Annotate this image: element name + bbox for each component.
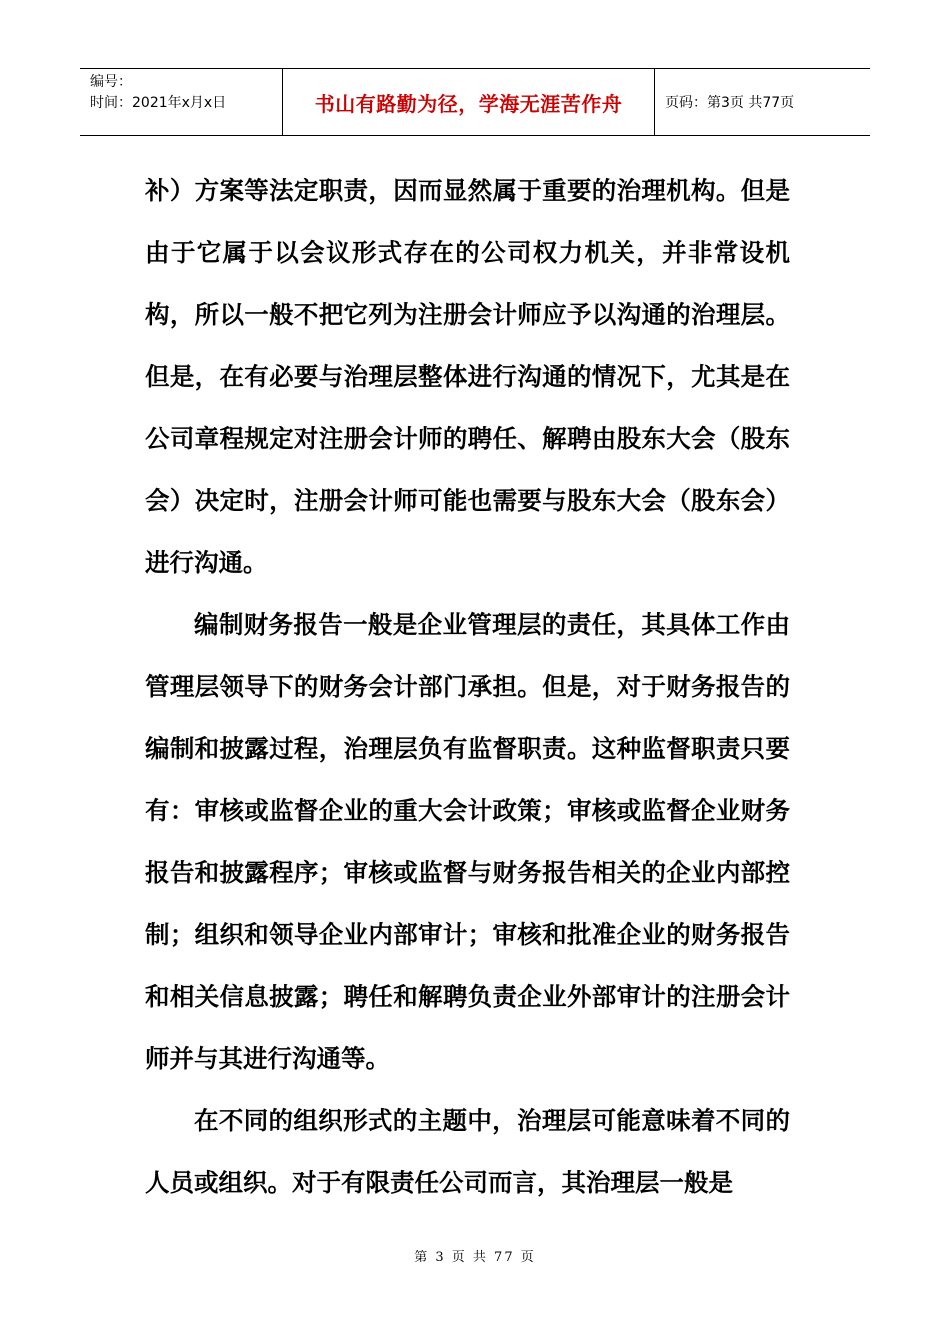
paragraph-3: 在不同的组织形式的主题中，治理层可能意味着不同的人员或组织。对于有限责任公司而言，其治理层一般是 (145, 1106, 790, 1197)
code-label: 编号： (90, 74, 132, 90)
page-header (80, 68, 870, 136)
document-body (145, 160, 790, 1214)
header-motto: 书山有路勤为径，学海无涯苦作舟 (282, 69, 655, 135)
page-footer: 第 3 页 共 77 页 (414, 1250, 536, 1265)
time-label: 时间：2021年x月x日 (90, 95, 227, 111)
paragraph-1: 补）方案等法定职责，因而显然属于重要的治理机构。但是由于它属于以会议形式存在的公司权力机关，并非常设机构，所以一般不把它列为注册会计师应予以沟通的治理层。但是，在有必要与治理层整体进行沟通的情况下，尤其是在公司章程规定对注册会计师的聘任、解聘由股东大会（股东会）决定时，注册会计师可能也需要与股东大会（股东会）进行沟通。 (145, 176, 790, 577)
header-meta (80, 69, 282, 135)
header-page-info: 页码：第3页 共77页 (665, 95, 795, 111)
paragraph-2: 编制财务报告一般是企业管理层的责任，其具体工作由管理层领导下的财务会计部门承担。但是，对于财务报告的编制和披露过程，治理层负有监督职责。这种监督职责只要有：审核或监督企业的重大会计政策；审核或监督企业财务报告和披露程序；审核或监督与财务报告相关的企业内部控制；组织和领导企业内部审计；审核和批准企业的财务报告和相关信息披露；聘任和解聘负责企业外部审计的注册会计师并与其进行沟通等。 (145, 610, 790, 1073)
